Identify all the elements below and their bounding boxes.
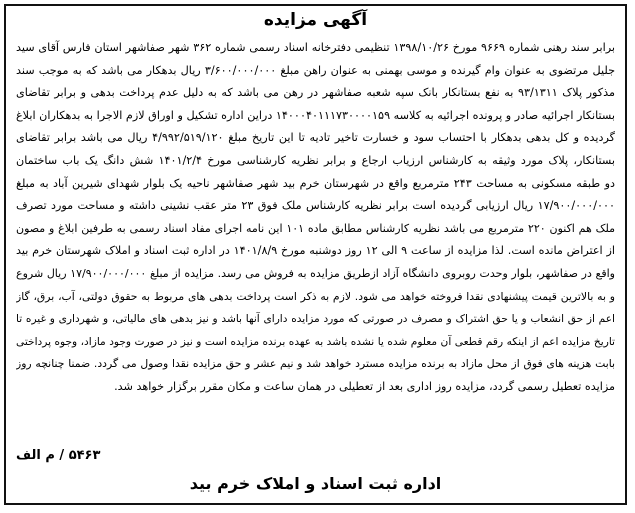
- notice-body: [16, 37, 615, 399]
- body-line: و به بالاترین قیمت پیشنهادی نقدا فروخته خواهد می شود. لازم به ذکر است پرداخت بدهی های مربوط به حقوق دولتی، آب، برق، گاز: [16, 289, 615, 303]
- body-line: اعم از حق انشعاب و یا حق اشتراک و مصرف در صورتی که مورد مزایده دارای آنها باشد و نیز بدهی های مالیاتی، و شهرداری و غیره تا: [16, 313, 615, 326]
- body-line: جلیل مرتضوی به عنوان وام گیرنده و موسی بهمنی به عنوان راهن مبلغ ۳/۶۰۰/۰۰۰/۰۰۰ ریال بدهکار می باشد که به موجب سند: [16, 63, 615, 77]
- body-line: مذکور پلاک ۹۳/۱۳۱۱ به نفع بستانکار بانک سپه شعبه صفاشهر در رهن می باشد که به دلیل عدم پرداخت بدهی و برابر تقاضای: [16, 86, 615, 100]
- body-line: بابت هزینه های فوق از محل مازاد به برنده مزایده مسترد خواهد شد و نیم عشر و حق مزایده نقدا وصول می گردد. ضمنا چنانچه روز: [16, 357, 615, 371]
- reference-code: ۵۴۶۳ / م الف: [16, 448, 101, 463]
- body-line: گردیده و کل بدهی بدهکار با احتساب سود و خسارت تاخیر تادیه تا این تاریخ مبلغ ۴/۹۹۲/۵۱۹/۱۲۰ ریال می باشد برابر تقاضای: [16, 131, 615, 145]
- issuer-footer: اداره ثبت اسناد و املاک خرم بید: [189, 474, 442, 493]
- body-line: واقع در صفاشهر، بلوار وحدت روبروی دانشگاه آزاد ازطریق مزایده به فروش می رسد. مزایده از مبلغ ۱۷/۹۰۰/۰۰۰/۰۰۰ ریال شروع: [16, 266, 615, 280]
- body-line: دو طبقه مسکونی به مساحت ۲۴۳ مترمربع واقع در شهرستان خرم بید شهر صفاشهر ناحیه یک بلوار شهدای شیرین آباد به مبلغ: [16, 176, 615, 190]
- body-line: تاریخ مزایده اعم از اینکه رقم قطعی آن معلوم شده یا نشده باشد به عهده برنده مزایده است و نیز در صورت وجود مازاد، وجوه پرداختی: [16, 335, 615, 348]
- body-line: ۱۷/۹۰۰/۰۰۰/۰۰۰ ریال ارزیابی گردیده است برابر نظریه کارشناس ملک فوق ۲۳ متر عقب نشینی داشته و مساحت مورد تصرف: [16, 199, 615, 213]
- notice-title: آگهی مزایده: [263, 10, 368, 30]
- body-line: بستانکار، پلاک مورد وثیقه به کارشناس ارزیاب ارجاع و برابر نظریه کارشناسی مورخ ۱۴۰۱/۲/۴ شش دانگ یک باب ساختمان: [16, 153, 615, 167]
- notice-frame: [4, 4, 627, 505]
- body-line: مزایده تعطیل رسمی گردد، مزایده روز اداری بعد از تعطیلی در همان ساعت و مکان مقرر برگزار خواهد شد.: [114, 379, 615, 393]
- body-line: ملک هم اکنون ۲۲۰ مترمربع می باشد نظریه کارشناس مطابق ماده ۱۰۱ این نامه اجرای مفاد اسناد رسمی به طرفین ابلاغ و مصون: [16, 221, 615, 235]
- body-line: بستانکار اجرائیه صادر و پرونده اجرائیه به کلاسه ۱۴۰۰۰۴۰۱۱۱۷۳۰۰۰۰۱۵۹ دراین اداره تشکیل و اوراق لازم الاجرا به بدهکاران ابلاغ: [16, 108, 615, 122]
- body-line: برابر سند رهنی شماره ۹۶۶۹ مورخ ۱۳۹۸/۱۰/۲۶ تنظیمی دفترخانه اسناد رسمی شماره ۳۶۲ شهر صفاشهر استان فارس آقای سید: [16, 41, 615, 54]
- body-line: از اعتراض مانده است. لذا مزایده از ساعت ۹ الی ۱۲ روز دوشنبه مورخ ۱۴۰۱/۸/۹ در اداره ثبت اسناد و املاک شهرستان خرم بید: [16, 244, 615, 258]
